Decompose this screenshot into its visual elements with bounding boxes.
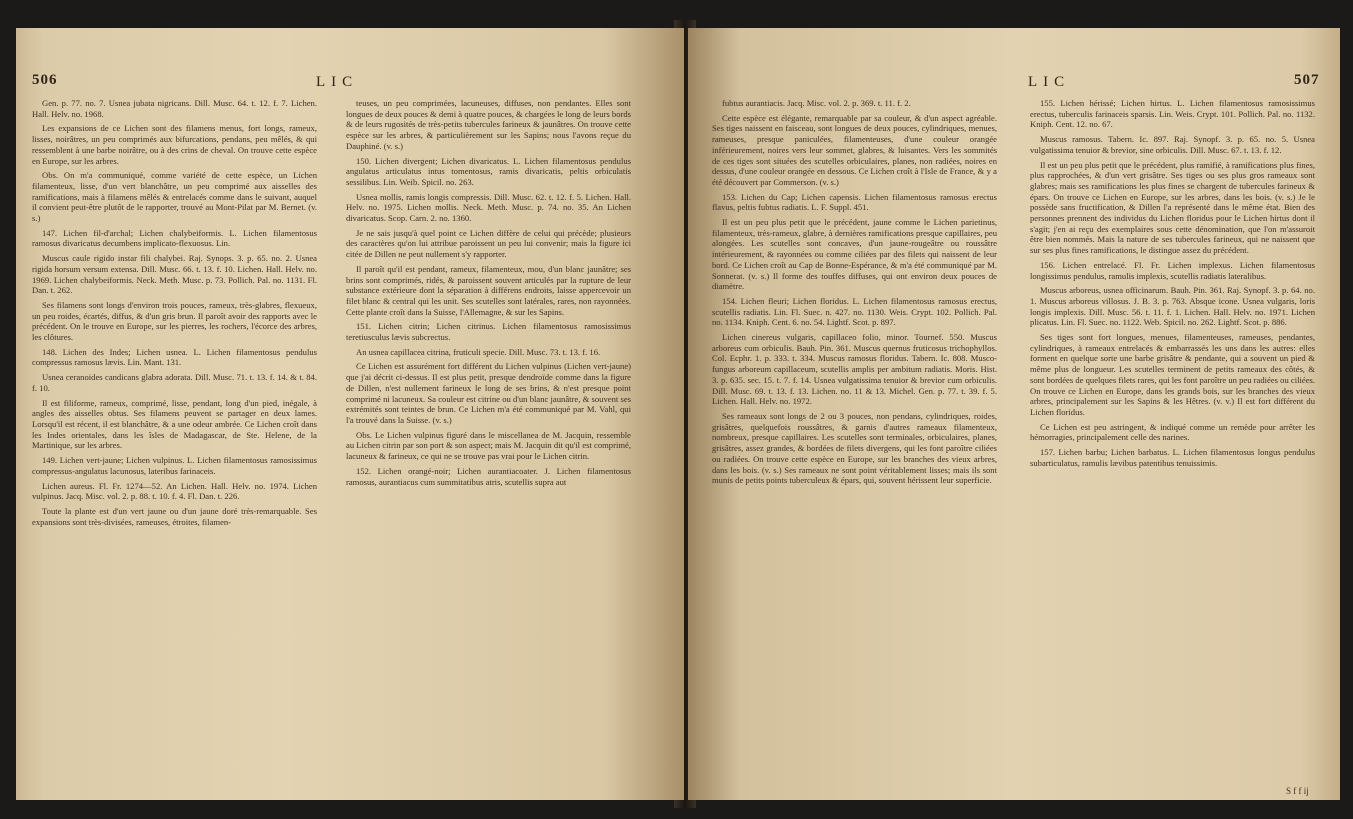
left-column-2 xyxy=(346,98,631,798)
paragraph: Muscus caule rigido instar fili chalybei. Raj. Synops. 3. p. 65. no. 2. Usnea rigida horsum versum extensa. Dill. Musc. 66. t. 13. f. 10. Lichen. Hall. Helv. no. 1969. Lichen chalybeiformis. Neck. Meth. Musc. p. 73. Pollich. Pal. no. 1131. Fl. Dan. t. 262. xyxy=(32,253,317,296)
paragraph: Il est filiforme, rameux, comprimé, lisse, pendant, long d'un pied, inégale, à angles des aisselles obtus. Ses filamens peuvent se partager en deux lames. Lorsqu'il est récent, il est blanchâtre, & a une odeur ambrée. Ce Lichen croît dans les Indes orientales, dans les îsles de Madagascar, de Ste. Helene, de la Martinique, sur les arbres. xyxy=(32,397,317,451)
paragraph: fubtus aurantiacis. Jacq. Misc. vol. 2. p. 369. t. 11. f. 2. xyxy=(722,98,911,108)
right-column-1 xyxy=(712,98,997,798)
paragraph: An usnea capillacea citrina, fruticuli specie. Dill. Musc. 73. t. 13. f. 16. xyxy=(356,346,601,357)
running-headword-right: LIC xyxy=(1028,74,1071,90)
entry-heading: 156. Lichen entrelacé. Fl. Fr. Lichen implexus. Lichen filamentosus longissimus pendulus, ramulis implexis, scutellis radiatis lateralibus. xyxy=(1030,259,1315,281)
entry-heading: 155. Lichen hérissé; Lichen hirtus. L. Lichen filamentosus ramosissimus erectus, tuberculis farinaceis sparsis. Lin. Weis. Crypt. 101. Pollich. Pal. no. 1132. Kniph. Cent. 12. no. 67. xyxy=(1030,98,1315,130)
page-number-left: 506 xyxy=(32,72,58,88)
signature-mark: S f f ij xyxy=(1286,786,1309,796)
paragraph: Obs. On m'a communiqué, comme variété de cette espèce, un Lichen filamenteux, lisse, d'un vert blanchâtre, un peu comprimé aux aisselles des ramifications, mais à filamens mêlés & entrelacés comme dans le suivant, auquel il convient peut-être plutôt de le rapporter, trouvé au Mont-Pilat par M. Bernet. (v. s.) xyxy=(32,170,317,224)
right-page xyxy=(688,28,1340,800)
entry-heading: 153. Lichen du Cap; Lichen capensis. Lichen filamentosus ramosus erectus flavus, peltis fubtus radiatis. L. F. Suppl. 451. xyxy=(712,191,997,213)
paragraph: Lichen aureus. Fl. Fr. 1274—52. An Lichen. Hall. Helv. no. 1974. Lichen vulpinus. Jacq. Misc. vol. 2. p. 88. t. 10. f. 4. Fl. Dan. t. 226. xyxy=(32,480,317,502)
open-book xyxy=(10,6,1343,815)
paragraph: Il est un peu plus petit que le précédent, plus ramifié, à ramifications plus fines, plus rapprochées, & d'un vert grisâtre. Ses tiges ou ses plus gros rameaux sont glabres; mais ses ramifications les plus fines se chargent de tubercules farineux & épars. On trouve ce Lichen en Europe, sur les arbres, dans les bois. (v. s.) Je le possède sans fructification, & Dillen l'a représenté dans le même état. Bien des personnes prennent des individus du Lichen floridus pour le Lichen hirtus dont il s'agit; j'en ai reçu des exemplaires sous cette dénomination, que l'on m'assuroit être bien nommés. Mais la nature de ses tubercules farineux, qui ne naissent que sur ses plus fines ramifications, le distingue assez du précédent. xyxy=(1030,159,1315,256)
entry-heading: 154. Lichen fleuri; Lichen floridus. L. Lichen filamentosus ramosus erectus, scutellis radiatis. Lin. Fl. Suec. n. 427. no. 1130. Weis. Crypt. 102. Pollich. Pal. no. 1134. Kniph. Cent. 6. no. 54. Lightf. Scot. p. 897. xyxy=(712,295,997,328)
paragraph: Ses filamens sont longs d'environ trois pouces, rameux, très-glabres, flexueux, un peu roides, écartés, diffus, & d'un gris brun. Il paroît avoir des rapports avec le précédent. On le trouve en Europe, sur les pierres, les rochers, l'écorce des arbres, les clôtures. xyxy=(32,299,317,343)
entry-heading: 150. Lichen divergent; Lichen divaricatus. L. Lichen filamentosus pendulus angulatus articulatus intus tomentosus, ramis divaricatis, peltis orbiculatis sessilibus. Lin. Weib. Spicil. no. 263. xyxy=(346,155,631,187)
paragraph: Ses tiges sont fort longues, menues, filamenteuses, rameuses, pendantes, cylindriques, à rameaux entrelacés & embarrassés les uns dans les autres: elles forment en quelque sorte une barbe grisâtre & pendante, qui a souvent un pied & même plus de longueur. Les scutelles terminent de petits rameaux des côtés, & sont bordées de quelques filets rares, qui les font paroître un peu radiées ou ciliées. On trouve ce Lichen en Europe, dans les grands bois, sur les branches des vieux arbres, principalement sur les Sapins & les Hêtres. (v. v.) Il est fort différent du Lichen floridus. xyxy=(1030,332,1315,417)
paragraph: Ce Lichen est assurément fort différent du Lichen vulpinus (Lichen vert-jaune) que j'ai décrit ci-dessus. Il est plus petit, presque dendroïde comme dans la figure de Dillen, n'est nullement farineux le long de ses brins, & n'est presque point comprimé ni lacuneux. Sa couleur est citrine ou d'un blanc jaunâtre, & souvent ses extrémités sont teintes de brun. Ce Lichen m'a été communiqué par M. Vahl, qui l'a trouvé dans la Suisse. (v. s.) xyxy=(346,361,631,425)
right-column-2 xyxy=(1030,98,1315,798)
paragraph: Gen. p. 77. no. 7. Usnea jubata nigricans. Dill. Musc. 64. t. 12. f. 7. Lichen. Hall. Helv. no. 1968. xyxy=(32,98,317,119)
left-column-1 xyxy=(32,98,317,798)
entry-heading: 157. Lichen barbu; Lichen barbatus. L. Lichen filamentosus longus pendulus subarticulatus, ramulis lævibus patentibus tenuissimis. xyxy=(1030,447,1315,468)
paragraph: Ses rameaux sont longs de 2 ou 3 pouces, non pendans, cylindriques, roides, grisâtres, quelquefois roussâtres, & garnis d'autres rameaux filamenteux, nombreux, presque capillaires. Les scutelles sont terminales, orbiculaires, planes, grisâtres, assez grandes, & bordées de filets divergens, qui les font paroître ciliées ou radiées. On trouve cette espèce en Europe, sur les branches des vieux arbres, dans les bois. (v. s.) Ses rameaux ne sont point véritablement lisses; mais ils sont munis de petits points tuberculeux & épars, qui, souvent hérissent leur superficie. xyxy=(712,410,997,486)
paragraph: Usnea ceranoides candicans glabra adorata. Dill. Musc. 71. t. 13. f. 14. & t. 84. f. 10. xyxy=(32,372,317,393)
paragraph: Muscus ramosus. Tabern. Ic. 897. Raj. Synopf. 3. p. 65. no. 5. Usnea vulgatissima tenuior & brevior, sine orbiculis. Dill. Musc. 67. t. 13. f. 12. xyxy=(1030,134,1315,155)
paragraph: Je ne sais jusqu'à quel point ce Lichen diffère de celui qui précède; plusieurs des caractères qu'on lui attribue paroissent un peu lui convenir; mais la figure ici citée de Dillen ne peut nullement s'y rapporter. xyxy=(346,227,631,260)
entry-heading: 147. Lichen fil-d'archal; Lichen chalybeiformis. L. Lichen filamentosus ramosus divaricatus decumbens implicato-flexuosus. Lin. xyxy=(32,227,317,249)
entry-heading: 148. Lichen des Indes; Lichen usnea. L. Lichen filamentosus pendulus compressus ramosus lævis. Lin. Mant. 131. xyxy=(32,346,317,368)
paragraph: Toute la plante est d'un vert jaune ou d'un jaune doré très-remarquable. Ses expansions sont très-divisées, rameuses, étroites, filamen- xyxy=(32,505,317,527)
entry-heading: 149. Lichen vert-jaune; Lichen vulpinus. L. Lichen filamentosus ramosissimus compressus-angulatus lacunosus, lateribus farinaceis. xyxy=(32,455,317,476)
paragraph: Lichen cinereus vulgaris, capillaceo folio, minor. Tournef. 550. Muscus arboreus cum orbiculis. Bauh. Pin. 361. Muscus quernus fruticosus trichophyllos. Col. Ecphr. 1. p. 333. t. 334. Muscus ramosus floridus. Tabern. Ic. 808. Musco-fungus arboreum capillaceum, scutellis amplis per ambitum radiatis. Moris. Hist. 3. p. 635. sec. 15. t. 7. f. 14. Usnea vulgatissima tenuior & brevior cum orbiculis. Dill. Musc. 69. t. 13. f. 13. Lichen. no. 11 & 13. Michel. Gen. p. 77. t. 39. f. 5. Lichen. Hall. Helv. no. 1972. xyxy=(712,332,997,407)
paragraph: Il est un peu plus petit que le précédent, jaune comme le Lichen parietinus, filamenteux, très-rameux, glabre, à dernières ramifications presque capillaires, peu alongées. Les scutelles sont concaves, d'un jaune-rougeâtre ou roussâtre intérieurement, & rayonnées ou comme ciliées par des filets qui naissent de leur bord. Ce Lichen croît au Cap de Bonne-Espérance, & m'a été communiqué par M. Sonnerat. (v. s.) Il forme des touffes diffuses, qui ont environ deux pouces de diamètre. xyxy=(712,217,997,292)
running-headword-left: LIC xyxy=(316,74,359,90)
entry-heading: 152. Lichen orangé-noir; Lichen aurantiacoater. J. Lichen filamentosus ramosus, aurantiacus cum summitatibus atris, scutellis supra aut xyxy=(346,465,631,487)
left-page xyxy=(16,28,684,800)
paragraph: Les expansions de ce Lichen sont des filamens menus, fort longs, rameux, lisses, noirâtres, un peu comprimés aux bifurcations, pendans, peu mêlés, & qui ressemblent à une barbe noirâtre, ou à des crins de cheval. On trouve cette espèce en Europe, sur les arbres. xyxy=(32,123,317,166)
paragraph: Ce Lichen est peu astringent, & indiqué comme un remède pour arrêter les hémorragies, principalement celle des narines. xyxy=(1030,421,1315,443)
paragraph: Usnea mollis, ramis longis compressis. Dill. Musc. 62. t. 12. f. 5. Lichen. Hall. Helv. no. 1975. Lichen mollis. Neck. Meth. Musc. p. 74. no. 35. An Lichen divaricatus. Scop. Carn. 2. no. 1360. xyxy=(346,191,631,224)
entry-heading: 151. Lichen citrin; Lichen citrinus. Lichen filamentosus ramosissimus teretiusculus lævis subcrectus. xyxy=(346,321,631,343)
paragraph: Il paroît qu'il est pendant, rameux, filamenteux, mou, d'un blanc jaunâtre; ses brins sont comprimés, ridés, & paroissent souvent articulés par la rupture de leur substance extérieure dont la séparation à différens endroits, laisse appercevoir un filet blanc & central qui les unit. Ses scutelles sont latérales, rares, non rayonnées. Cette plante croît dans la Suisse, l'Allemagne, & sur les Sapins. xyxy=(346,263,631,317)
paragraph: Muscus arboreus, usnea officinarum. Bauh. Pin. 361. Raj. Synopf. 3. p. 64. no. 1. Muscus arboreus villosus. J. B. 3. p. 763. Absque icone. Usnea vulgaris, loris longis implexis. Dill. Musc. 56. t. 11. f. 1. Lichen. Hall. Helv. no. 1971. Lichen plicatus. Lin. Fl. Suec. no. 1122. Web. Spicil. no. 262. Lightf. Scot. p. 886. xyxy=(1030,285,1315,328)
page-number-right: 507 xyxy=(1294,72,1320,88)
paragraph: Cette espèce est élégante, remarquable par sa couleur, & d'un aspect agréable. Ses tiges naissent en faisceau, sont longues de deux pouces, cylindriques, menues, rameuses, presque paniculées, filamenteuses, d'une couleur orangée inférieurement, noires vers leur sommet, glabres, & luisantes. Vers les sommités de ces tiges sont situées des scutelles orbiculaires, planes, non radiées, noires en dessus, d'une couleur orangée en dessous. Ce Lichen croît à l'Isle de France, & y a été découvert par Commerson. (v. s.) xyxy=(712,112,997,187)
paragraph: Obs. Le Lichen vulpinus figuré dans le miscellanea de M. Jacquin, ressemble au Lichen citrin par son port & son aspect; mais M. Jacquin dit qu'il est comprimé, lacuneux & farineux, ce qui ne se trouve pas vrai pour le Lichen citrin. xyxy=(346,429,631,462)
paragraph: teuses, un peu comprimées, lacuneuses, diffuses, non pendantes. Elles sont longues de deux pouces & demi à quatre pouces, & chargées le long de leurs bords & de leurs rugosités de très-petits tubercules farineux & jaunâtres. On trouve cette espèce sur les arbres, & particulièrement sur les Sapins; nous l'avons reçue du Dauphiné. (v. s.) xyxy=(346,98,631,151)
